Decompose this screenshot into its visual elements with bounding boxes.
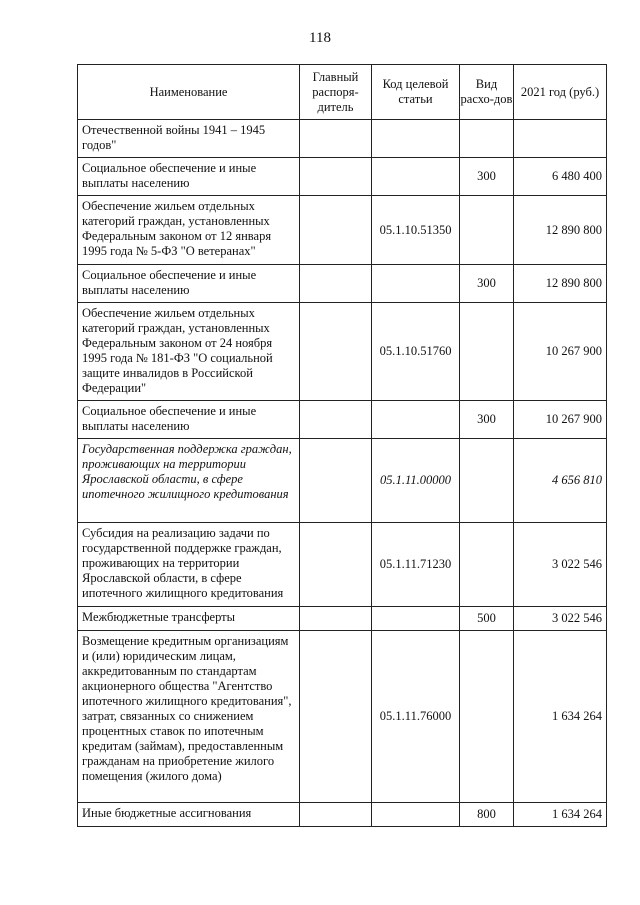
row-kind (460, 196, 514, 265)
row-kind (460, 523, 514, 607)
row-grbs (300, 120, 372, 158)
table-row (78, 303, 607, 401)
header-grbs: Главный распоря-дитель (300, 65, 372, 120)
row-code (372, 120, 460, 158)
table-row (78, 607, 607, 631)
row-code: 05.1.11.76000 (372, 631, 460, 803)
row-kind: 300 (460, 265, 514, 303)
row-code (372, 401, 460, 439)
header-code: Код целевой статьи (372, 65, 460, 120)
row-kind (460, 303, 514, 401)
row-amount: 12 890 800 (514, 265, 607, 303)
table-row (78, 158, 607, 196)
row-name: Обеспечение жильем отдельных категорий граждан, установленных Федеральным законом от 12 января 1995 года № 5-ФЗ "О ветеранах" (78, 196, 300, 265)
row-code: 05.1.11.71230 (372, 523, 460, 607)
row-name: Иные бюджетные ассигнования (78, 803, 300, 827)
row-kind: 500 (460, 607, 514, 631)
row-kind: 300 (460, 401, 514, 439)
row-code: 05.1.10.51760 (372, 303, 460, 401)
row-grbs (300, 265, 372, 303)
row-amount: 3 022 546 (514, 607, 607, 631)
row-name: Государственная поддержка граждан, проживающих на территории Ярославской области, в сфере ипотечного жилищного кредитования (78, 439, 300, 523)
row-kind (460, 120, 514, 158)
page-number: 118 (309, 30, 331, 46)
row-name: Социальное обеспечение и иные выплаты населению (78, 265, 300, 303)
table-row (78, 401, 607, 439)
header-kind: Вид расхо-дов (460, 65, 514, 120)
row-grbs (300, 439, 372, 523)
table-header-row (78, 65, 607, 120)
row-grbs (300, 303, 372, 401)
row-code (372, 158, 460, 196)
row-code: 05.1.11.00000 (372, 439, 460, 523)
table-row (78, 439, 607, 523)
row-grbs (300, 631, 372, 803)
row-name: Обеспечение жильем отдельных категорий граждан, установленных Федеральным законом от 24 ноября 1995 года № 181-ФЗ "О социальной защите инвалидов в Российской Федерации" (78, 303, 300, 401)
row-amount: 3 022 546 (514, 523, 607, 607)
header-amount: 2021 год (руб.) (514, 65, 607, 120)
row-amount: 10 267 900 (514, 303, 607, 401)
table-body (78, 120, 607, 827)
row-name: Социальное обеспечение и иные выплаты населению (78, 401, 300, 439)
row-kind: 800 (460, 803, 514, 827)
row-code (372, 265, 460, 303)
row-grbs (300, 523, 372, 607)
row-grbs (300, 158, 372, 196)
row-amount: 1 634 264 (514, 631, 607, 803)
budget-table (77, 64, 607, 827)
table-row (78, 631, 607, 803)
table-row (78, 523, 607, 607)
table-row (78, 803, 607, 827)
row-name: Отечественной войны 1941 – 1945 годов" (78, 120, 300, 158)
row-amount: 1 634 264 (514, 803, 607, 827)
row-amount (514, 120, 607, 158)
row-amount: 10 267 900 (514, 401, 607, 439)
row-grbs (300, 607, 372, 631)
row-kind (460, 631, 514, 803)
header-name: Наименование (78, 65, 300, 120)
row-grbs (300, 401, 372, 439)
row-name: Возмещение кредитным организациям и (или) юридическим лицам, аккредитованным по стандартам акционерного общества "Агентство ипотечного жилищного кредитования", затрат, связанных со снижением процентных ставок по ипотечным кредитам (займам), предоставленным гражданам на приобретение жилого помещения (жилого дома) (78, 631, 300, 803)
row-code (372, 803, 460, 827)
table-row (78, 196, 607, 265)
row-kind: 300 (460, 158, 514, 196)
row-amount: 6 480 400 (514, 158, 607, 196)
table-row (78, 265, 607, 303)
row-name: Межбюджетные трансферты (78, 607, 300, 631)
row-grbs (300, 196, 372, 265)
row-code: 05.1.10.51350 (372, 196, 460, 265)
table-row (78, 120, 607, 158)
row-code (372, 607, 460, 631)
row-kind (460, 439, 514, 523)
row-name: Социальное обеспечение и иные выплаты населению (78, 158, 300, 196)
row-amount: 4 656 810 (514, 439, 607, 523)
row-grbs (300, 803, 372, 827)
row-amount: 12 890 800 (514, 196, 607, 265)
row-name: Субсидия на реализацию задачи по государственной поддержке граждан, проживающих на территории Ярославской области, в сфере ипотечного жилищного кредитования (78, 523, 300, 607)
